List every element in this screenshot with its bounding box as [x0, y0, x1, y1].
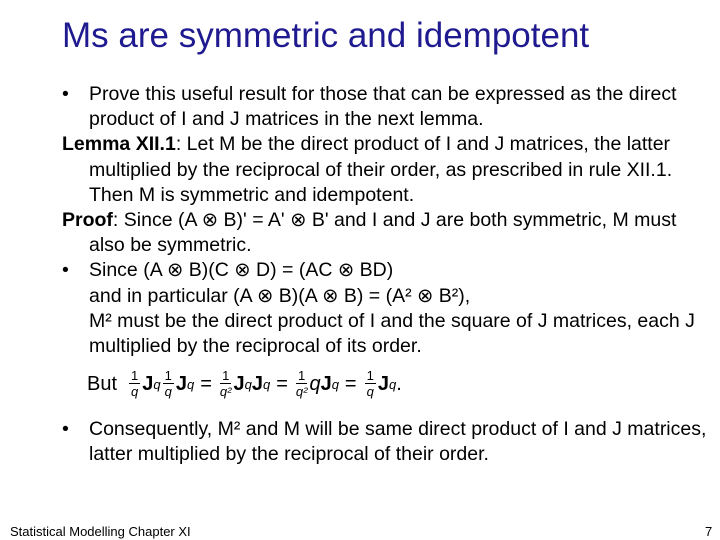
matrix-J: J [233, 372, 245, 395]
bullet-prove-text: Prove this useful result for those that can be expressed as the direct product of I and J matrices in the next lemma. [89, 83, 677, 131]
numerator: 1 [222, 368, 230, 384]
equation-end: . [396, 372, 402, 395]
equals-sign: = [276, 372, 288, 395]
lemma-text: : Let M be the direct product of I and J matrices, the latter multiplied by the reciprocal of their order, as prescribed in rule XII.1. [89, 133, 673, 181]
product-rule-text: Since (A ⊗ B)(C ⊗ D) = (AC ⊗ BD) [89, 259, 394, 282]
equals-sign: = [200, 372, 212, 395]
matrix-J: J [251, 372, 263, 395]
fraction-1-over-q [365, 369, 376, 399]
subscript-q: q [153, 376, 161, 392]
bullet-prove [62, 82, 712, 132]
denominator: q [366, 384, 374, 400]
slide-title: Ms are symmetric and idempotent [62, 16, 590, 55]
denominator: q [131, 384, 139, 400]
proof-label: Proof [62, 209, 113, 232]
fraction-1-over-q-squared [220, 369, 232, 399]
subscript-q: q [388, 376, 397, 392]
footer-course-label: Statistical Modelling Chapter XI [10, 524, 191, 539]
proof-text: : Since (A ⊗ B)' = A' ⊗ B' and I and J are both symmetric, M must also be symmetric. [89, 209, 677, 257]
consequently-text: Consequently, M² and M will be same direct product of I and J matrices, latter multiplied by the reciprocal of their order. [89, 418, 707, 466]
matrix-J: J [142, 372, 154, 395]
matrix-J: J [320, 372, 332, 395]
lemma-label: Lemma XII.1 [62, 133, 176, 156]
numerator: 1 [164, 368, 172, 384]
product-rule-conclusion: M² must be the direct product of I and the square of J matrices, each J multiplied by the reciprocal of its order. [89, 309, 695, 358]
equals-sign: = [344, 372, 357, 395]
proof-paragraph [62, 208, 712, 258]
bullet-marker: • [62, 83, 69, 105]
fraction-1-over-q [129, 369, 140, 399]
lemma-paragraph [62, 132, 712, 182]
fraction-1-over-q [163, 369, 174, 399]
equation-but: But [87, 372, 118, 395]
denominator: q [164, 384, 172, 400]
subscript-q: q [331, 376, 339, 392]
numerator: 1 [131, 368, 139, 384]
matrix-J: J [175, 372, 187, 395]
subscript-q: q [262, 376, 271, 392]
subscript-q: q [186, 376, 195, 392]
bullet-product-rule [62, 258, 712, 283]
idempotence-equation [62, 360, 712, 408]
slide-body [62, 82, 712, 468]
numerator: 1 [298, 368, 306, 384]
matrix-J: J [377, 372, 389, 395]
numerator: 1 [366, 368, 374, 384]
denominator: q² [219, 384, 232, 400]
lemma-conclusion: Then M is symmetric and idempotent. [89, 183, 415, 206]
fraction-1-over-q-squared [296, 369, 308, 399]
scalar-q: q [309, 372, 321, 395]
bullet-marker: • [62, 259, 69, 282]
subscript-q: q [244, 376, 252, 392]
bullet-marker: • [62, 418, 69, 441]
bullet-consequently [62, 417, 712, 467]
product-rule-special-case: and in particular (A ⊗ B)(A ⊗ B) = (A² ⊗ B²), [89, 284, 471, 307]
page-number: 7 [705, 524, 713, 539]
denominator: q² [295, 384, 308, 400]
